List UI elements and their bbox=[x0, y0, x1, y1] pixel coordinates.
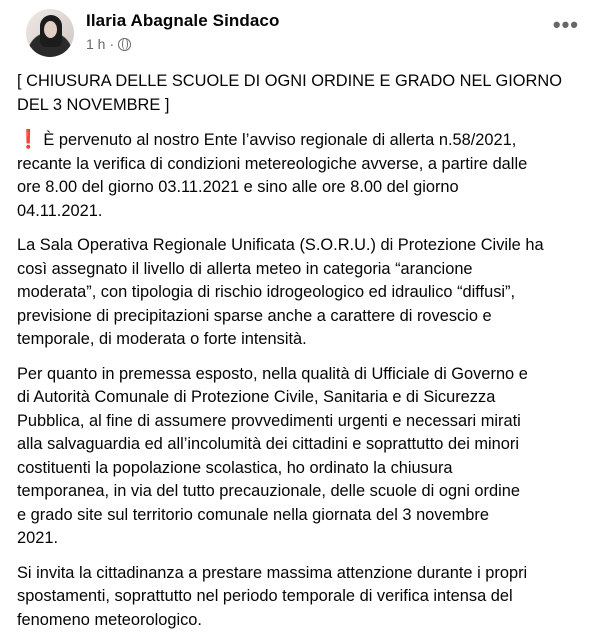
post-meta bbox=[86, 36, 131, 52]
author-avatar[interactable] bbox=[26, 9, 74, 57]
post-timestamp[interactable]: 1 h bbox=[86, 36, 106, 52]
post-paragraph-title: [ CHIUSURA DELLE SCUOLE DI OGNI ORDINE E GRADO NEL GIORNO DEL 3 NOVEMBRE ] bbox=[17, 72, 562, 114]
more-options-icon[interactable]: ••• bbox=[552, 12, 579, 37]
post-paragraph-alert bbox=[17, 128, 589, 223]
avatar-face bbox=[44, 21, 57, 38]
post-header bbox=[13, 0, 593, 70]
exclamation-icon: ❗ bbox=[17, 129, 40, 149]
meta-separator: · bbox=[109, 36, 115, 52]
post-paragraph-soru: La Sala Operativa Regionale Unificata (S.O.R.U.) di Protezione Civile ha così assegnato il livello di allerta meteo in categoria “arancione moderata”, con tipologia di rischio idrogeologico ed idraulico “diffusi”, previsione di precipitazioni sparse anche a carattere di rovescio e temporale, di moderata o forte intensità. bbox=[17, 236, 544, 348]
alert-text: È pervenuto al nostro Ente l’avviso regionale di allerta n.58/2021, recante la verifica di condizioni metereologiche avverse, a partire dalle ore 8.00 del giorno 03.11.2021 e sino alle ore 8.00 del giorno 04.11.2021. bbox=[17, 131, 528, 220]
globe-icon[interactable] bbox=[118, 38, 131, 51]
post-body bbox=[13, 70, 593, 632]
post-paragraph-advice: Si invita la cittadinanza a prestare massima attenzione durante i propri spostamenti, soprattutto nel periodo temporale di verifica intensa del fenomeno meteorologico. bbox=[17, 563, 528, 629]
author-name[interactable]: Ilaria Abagnale Sindaco bbox=[86, 11, 280, 30]
post-paragraph-order: Per quanto in premessa esposto, nella qualità di Ufficiale di Governo e di Autorità Comunale di Protezione Civile, Sanitaria e di Sicurezza Pubblica, al fine di assumere provvedimenti urgenti e necessari mirati alla salvaguardia ed all’incolumità dei cittadini e soprattutto dei minori costituenti la popolazione scolastica, ho ordinato la chiusura temporanea, in via del tutto precauzionale, delle scuole di ogni ordine e grado site sul territorio comunale nella giornata del 3 novembre 2021. bbox=[17, 364, 528, 547]
